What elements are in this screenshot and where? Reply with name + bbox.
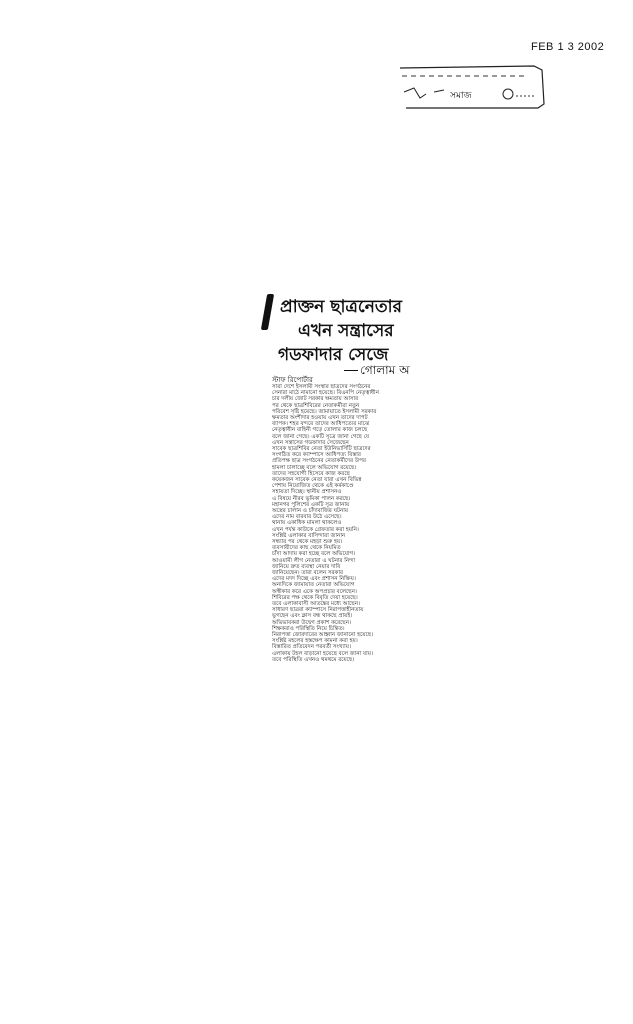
article-text-line: প্রতিপক্ষ ছাত্র সংগঠনের নেতাকর্মীদের উপর xyxy=(272,458,366,465)
article-text-line: তবে পরিস্থিতি এখনও থমথমে রয়েছে। xyxy=(272,656,355,663)
article-text-line: সন্ধ্যার পর থেকে মহড়া শুরু হয়। xyxy=(272,539,343,545)
article-text-line: সংশ্লিষ্ট এলাকার বাসিন্দারা জানান xyxy=(272,532,346,539)
stamp-publication-name: সমাজ xyxy=(450,91,472,101)
article-text-line: জানিয়েছেন। তারা বলেন সরকার xyxy=(272,570,343,576)
article-text-line: তাদের সহযোগী হিসেবে কাজ করছে xyxy=(272,470,350,477)
article-text-line: এদের নাম বারবার উঠে এসেছে। xyxy=(272,514,342,521)
article-text-line: শিবিরের পক্ষ থেকে বিবৃতি দেয়া হয়েছে। xyxy=(272,594,358,601)
article-text-line: এ বিষয়ে নীরব ভূমিকা পালন করছে। xyxy=(272,495,351,502)
article-text-line: ক্ষমতার অংশীদার হওয়ায় এখন তাদের দাপট xyxy=(272,415,368,421)
article-text-line: অস্ত্রের চালান ও চাঁদাবাজির ঘটনায় xyxy=(272,508,349,514)
article-text-line: অভিভাবকরা উদ্বেগ প্রকাশ করেছেন। xyxy=(272,619,351,626)
article-text-line: ব্যাপক। শহর বন্দরে তাদের আধিপত্যের মাঝে xyxy=(272,421,370,428)
article-text-line: সেনারা মাঠে নামানো হয়েছে। বিএনপি নেতৃত্বাধীন xyxy=(272,390,379,397)
article-text-line: চাঁদা আদায় করা হচ্ছে বলে অভিযোগ। xyxy=(272,551,356,558)
article-text-line: থানায় একাধিক মামলা থাকলেও xyxy=(272,520,342,527)
article-text-line: এখন পর্যন্ত কাউকে গ্রেফতার করা হয়নি। xyxy=(272,526,359,533)
headline-line: প্রাক্তন ছাত্রনেতার xyxy=(280,297,402,317)
stamp-frame-icon xyxy=(398,64,546,110)
article-text-line: ভুগছেন এবং ক্লাস বন্ধ থাকছে প্রায়ই। xyxy=(272,613,353,620)
article-text-line: জানিয়ে দ্রুত ব্যবস্থা নেয়ার দাবি xyxy=(272,563,341,570)
reporter-credit: স্টাফ রিপোর্টার xyxy=(272,376,313,384)
byline: গোলাম অ xyxy=(344,362,410,382)
article-text-line: কয়েকজন সাবেক নেতা যারা এখন বিভিন্ন xyxy=(272,477,362,483)
headline-line: এখন সন্ত্রাসের xyxy=(298,321,394,341)
article-text-line: পেশায় নিয়োজিত থেকে এই কর্মকাণ্ডে xyxy=(272,483,354,490)
article-text-line: আওয়ামী লীগ নেতারা এ ঘটনার নিন্দা xyxy=(272,557,356,564)
newspaper-clipping xyxy=(258,288,408,668)
article-text-line: সারা দেশে ইসলামী সংস্থার ছাত্রদের সংগঠনের xyxy=(272,384,371,390)
article-text-line: সংগঠিত করে ক্যাম্পাসে আধিপত্য বিস্তার xyxy=(272,452,361,459)
article-text-line: অন্যদিকে জামায়াত নেতারা অভিযোগ xyxy=(272,582,355,589)
headline-line: গডফাদার সেজে xyxy=(278,345,389,365)
article-text-line: এদের মদদ দিচ্ছে এবং প্রশাসন নিষ্ক্রিয়। xyxy=(272,576,356,583)
article-text-line: বিস্তারিত প্রতিবেদন পরবর্তী সংখ্যায়। xyxy=(272,644,351,651)
headline-bar-icon xyxy=(261,294,274,330)
received-date-stamp: FEB 1 3 2002 xyxy=(531,41,605,53)
article-text-line: নিরাপত্তা জোরদারের আহ্বান জানানো হয়েছে। xyxy=(272,632,374,638)
article-text-line: সহায়তা দিচ্ছে। স্থানীয় প্রশাসনও xyxy=(272,489,342,496)
article-text-line: তবে এলাকাবাসী আতঙ্কের মধ্যে আছেন। xyxy=(272,601,360,607)
article-text-line: সাবেক ছাত্রশিবির নেতা ইউনিভার্সিটি ছাত্রদের xyxy=(272,446,371,452)
article-text-line: এলাকায় টহল বাড়ানো হয়েছে বলে জানা যায়। xyxy=(272,650,373,657)
article-text-line: পর থেকে ছাত্রশিবিরের নেতাকর্মীরা নতুন xyxy=(272,402,360,409)
article-text-line: বলে জানা গেছে। একটি সূত্রে জানা গেছে যে xyxy=(272,433,370,440)
article-text-line: হামলা চালাচ্ছে বলে অভিযোগ রয়েছে। xyxy=(272,464,357,471)
article-text-line: চার দলীয় জোট সরকার ক্ষমতায় আসার xyxy=(272,396,359,403)
clipping-source-stamp xyxy=(398,64,546,110)
article-text-line: সাধারণ ছাত্ররা ক্যাম্পাসে নিরাপত্তাহীনতায় xyxy=(272,607,364,614)
article-text-line: মহানগর পুলিশের একটি সূত্র জানায় xyxy=(272,501,350,508)
article-text-line: নেতৃত্বাধীন বাহিনী গড়ে তোলার কাজ চলছে xyxy=(272,427,368,434)
article-text-line: অস্বীকার করে একে অপপ্রচার বলেছেন। xyxy=(272,588,357,595)
article-text-line: ব্যবসায়ীদের কাছ থেকে নিয়মিত xyxy=(272,545,341,552)
article-text-line: সংশ্লিষ্ট মহলের হস্তক্ষেপ কামনা করা হয়। xyxy=(272,638,358,645)
article-text-line: এখন সন্ত্রাসের গডফাদার সেজেছেন xyxy=(272,439,349,446)
article-text-line: পরিবেশ সৃষ্টি হয়েছে। জামায়াতে ইসলামী সরকার xyxy=(272,408,377,415)
article-body xyxy=(272,384,408,662)
article-text-line: শিক্ষকরাও পরিস্থিতি নিয়ে চিন্তিত। xyxy=(272,625,345,632)
